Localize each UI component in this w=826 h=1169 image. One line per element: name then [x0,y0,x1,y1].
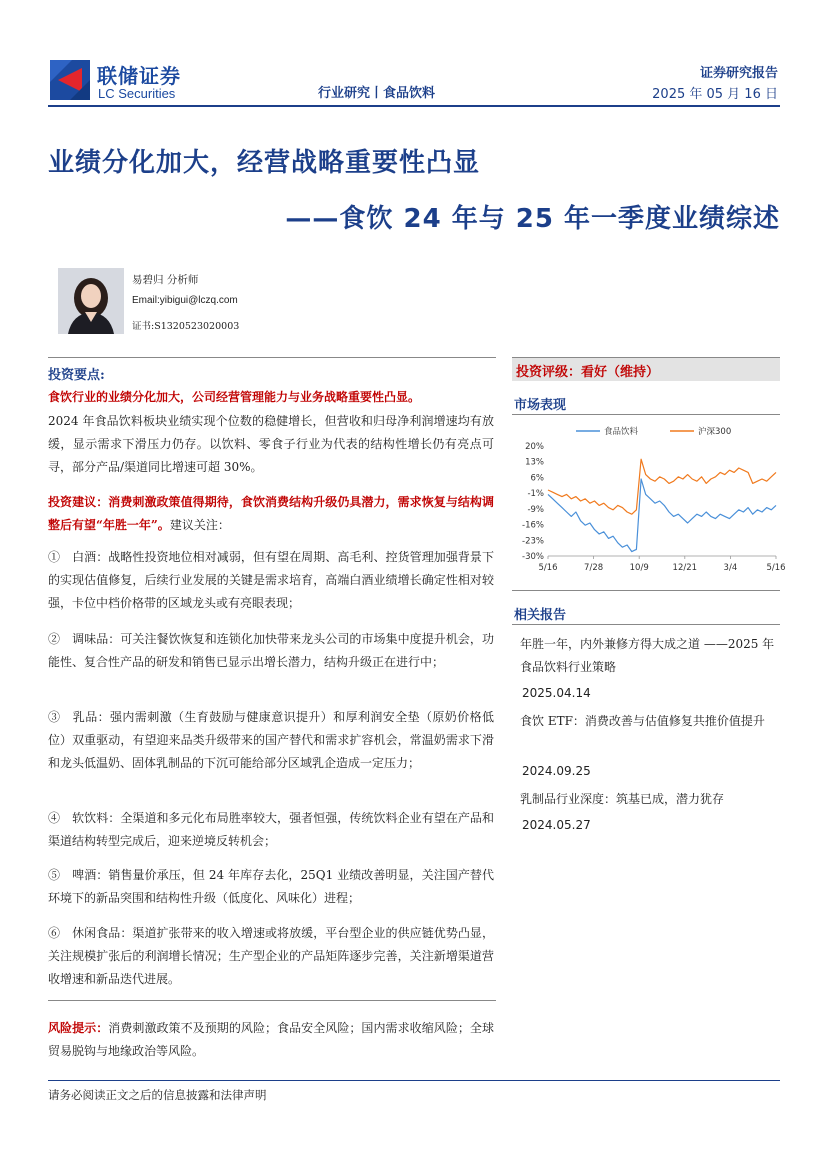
sector-item-snacks: ⑥ 休闲食品：渠道扩张带来的收入增速或将放缓，平台型企业的供应链优势凸显，关注规模扩张后的利润增长情况；生产型企业的产品矩阵逐步完善，关注新增渠道营收增速和新品迭代进展。 [48,926,494,986]
investment-advice [48,491,494,537]
y-tick-label: -16% [522,520,544,531]
related-report-title[interactable]: 年胜一年，内外兼修方得大成之道 ——2025 年食品饮料行业策略 [520,637,775,674]
series-line-food-beverage [548,479,776,552]
header-divider [48,105,780,107]
x-tick-label: 3/4 [723,563,738,573]
y-tick-label: 13% [525,457,544,468]
report-title: 业绩分化加大，经营战略重要性凸显 [48,148,481,178]
rating-text: 投资评级：看好（维持） [516,365,660,380]
market-performance-chart [512,418,786,580]
related-report-title[interactable]: 乳制品行业深度：筑基已成，潜力犹存 [520,792,725,806]
sector-item-dairy: ③ 乳品：强内需刺激（生育鼓励与健康意识提升）和厚利润安全垫（原奶价格低位）双重驱动，有望迎来品类升级带来的国产替代和需求扩容机会，常温奶需求下滑和龙头低温奶、固体乳制品的下沉可能给部分区域乳企造成一定压力； [48,710,494,770]
analyst-email: Email:yibigui@lczq.com [132,295,238,306]
report-category: 行业研究丨食品饮料 [318,86,436,101]
logo-chinese-name: 联储证券 [97,64,181,88]
related-report-date: 2024.05.27 [522,818,591,832]
investment-advice-highlight: 投资建议：消费刺激政策值得期待，食饮消费结构升级仍具潜力，需求恢复与结构调整后有望“年胜一年”。 [48,495,494,532]
person-icon [58,268,124,334]
market-heading-divider [512,414,780,415]
x-tick-label: 10/9 [629,563,649,573]
left-column-top-divider [48,357,496,358]
legend-label: 沪深300 [698,427,732,437]
y-tick-label: 6% [530,473,544,484]
risk-warning-label: 风险提示： [48,1021,109,1035]
risk-warning-body: 消费刺激政策不及预期的风险；食品安全风险；国内需求收缩风险；全球贸易脱钩与地缘政治等风险。 [48,1021,494,1058]
x-tick-label: 5/16 [538,563,558,573]
related-report-date: 2024.09.25 [522,764,591,778]
analyst-certificate: 证书:S1320523020003 [132,321,240,332]
summary-highlight [48,386,494,409]
related-reports-heading: 相关报告 [514,608,567,623]
chart-x-axis [538,556,785,573]
x-tick-label: 12/21 [672,563,698,573]
summary-highlight-text: 食饮行业的业绩分化加大，公司经营管理能力与业务战略重要性凸显。 [48,390,421,404]
footer-divider [48,1080,780,1081]
investment-advice-tail: 建议关注： [169,518,230,532]
y-tick-label: -1% [527,489,544,500]
company-logo [50,60,195,104]
chart-bottom-divider [512,590,780,591]
lc-logo-icon [50,60,90,100]
y-tick-label: -9% [527,504,544,515]
analyst-avatar [58,268,124,334]
report-date: 2025 年 05 月 16 日 [652,87,778,102]
report-subtitle: ——食饮 24 年与 25 年一季度业绩综述 [285,204,780,234]
sector-item-beer: ⑤ 啤酒：销售量价承压，但 24 年库存去化，25Q1 业绩改善明显，关注国产替代环境下的新品突围和结构性升级（低度化、风味化）进程； [48,868,494,905]
series-line-csi300 [548,459,776,514]
y-tick-label: -30% [522,552,544,562]
summary-body: 2024 年食品饮料板块业绩实现个位数的稳健增长，但营收和归母净利润增速均有放缓，显示需求下滑压力仍存。以饮料、零食子行业为代表的结构性增长仍有亮点可寻，部分产品/渠道同比增速可超 30%。 [48,414,494,474]
analyst-name: 易碧归 分析师 [132,274,199,286]
x-tick-label: 5/16 [766,563,786,573]
sector-item-condiments: ② 调味品：可关注餐饮恢复和连锁化加快带来龙头公司的市场集中度提升机会，功能性、复合性产品的研发和销售已显示出增长潜力，结构升级正在进行中； [48,632,494,669]
x-tick-label: 7/28 [584,563,604,573]
market-performance-heading: 市场表现 [514,398,567,413]
footer-disclaimer: 请务必阅读正文之后的信息披露和法律声明 [48,1088,267,1102]
investment-points-heading: 投资要点: [48,368,105,383]
sector-item-baijiu: ① 白酒：战略性投资地位相对减弱，但有望在周期、高毛利、控货管理加强背景下的实现估值修复，后续行业发展的关键是需求培育，高端白酒业绩增长确定性相对较强，卡位中档价格带的区域龙头或有亮眼表现； [48,550,494,610]
y-tick-label: -23% [522,536,544,547]
related-reports-divider [512,624,780,625]
sector-item-soft-drinks: ④ 软饮料：全渠道和多元化布局胜率较大，强者恒强，传统饮料企业有望在产品和渠道结构转型完成后，迎来逆境反转机会； [48,811,494,848]
risk-warning [48,1017,494,1063]
y-tick-label: 20% [525,442,544,452]
chart-series-lines [548,459,776,551]
logo-english-name: LC Securities [98,86,176,101]
chart-y-axis [522,442,776,562]
legend-label: 食品饮料 [604,427,639,437]
related-report-title[interactable]: 食饮 ETF：消费改善与估值修复共推价值提升 [520,714,765,728]
rating-banner [512,357,780,381]
left-column-bottom-divider [48,1000,496,1001]
chart-legend [576,426,731,437]
related-report-date: 2025.04.14 [522,686,591,700]
report-type: 证券研究报告 [699,66,778,81]
